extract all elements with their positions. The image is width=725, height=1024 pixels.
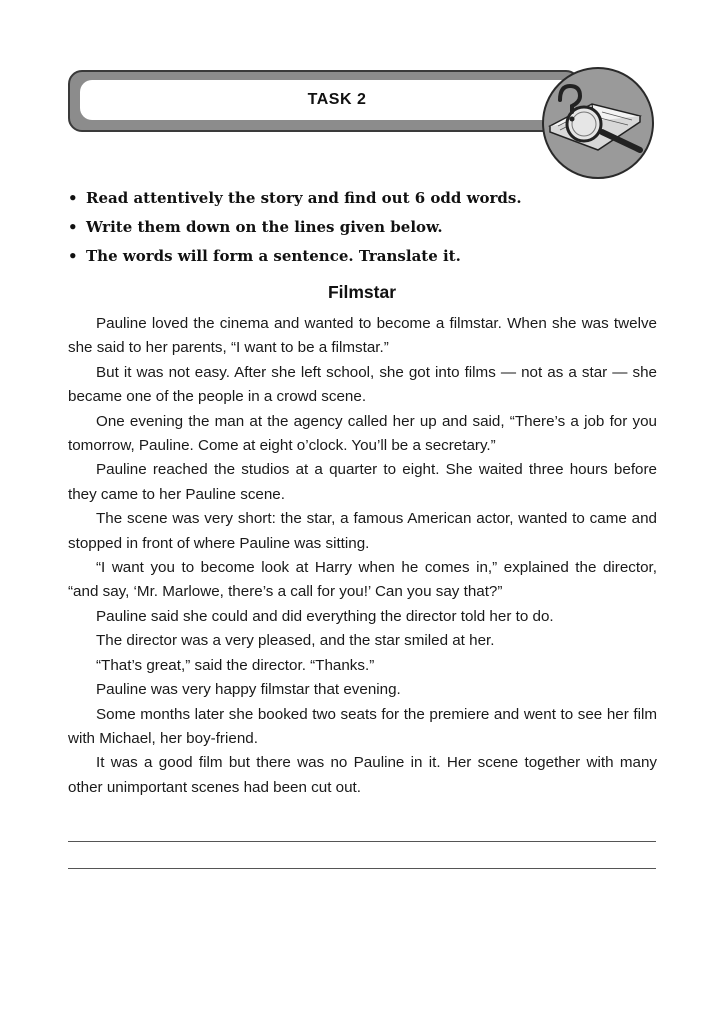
instruction-item: • Read attentively the story and find out 6 odd words. — [68, 189, 522, 207]
book-magnifier-icon — [540, 66, 656, 180]
task-title: TASK 2 — [307, 91, 367, 108]
instruction-item: • Write them down on the lines given below. — [68, 218, 443, 236]
answer-line[interactable] — [68, 868, 656, 869]
story-paragraph: “I want you to become look at Harry when he comes in,” explained the director, “and say, ‘Mr. Marlowe, there’s a call for you!’ Can you say that?” — [68, 559, 657, 601]
task-banner-inner — [80, 80, 572, 120]
story-paragraph: Pauline was very happy filmstar that evening. — [96, 681, 401, 699]
story-paragraph: The director was a very pleased, and the star smiled at her. — [96, 632, 495, 650]
story-paragraph: The scene was very short: the star, a famous American actor, wanted to came and stopped in front of where Pauline was sitting. — [68, 510, 657, 552]
story-paragraph: Some months later she booked two seats for the premiere and went to see her film with Michael, her boy-friend. — [68, 705, 657, 747]
task-banner — [68, 70, 580, 132]
story-paragraph: Pauline reached the studios at a quarter to eight. She waited three hours before they came to her Pauline scene. — [68, 461, 657, 503]
story-paragraph: “That’s great,” said the director. “Thanks.” — [96, 656, 375, 674]
story-text — [68, 312, 657, 800]
story-title: Filmstar — [327, 282, 397, 302]
instruction-item: • The words will form a sentence. Translate it. — [68, 247, 461, 265]
instruction-list — [68, 186, 668, 273]
story-paragraph: But it was not easy. After she left school, she got into films — not as a star — she became one of the people in a crowd scene. — [68, 363, 657, 406]
story-paragraph: Pauline said she could and did everything the director told her to do. — [96, 607, 554, 625]
story-paragraph: Pauline loved the cinema and wanted to become a filmstar. When she was twelve she said to her parents, “I want to be a filmstar.” — [68, 315, 657, 357]
story-paragraph: One evening the man at the agency called her up and said, “There’s a job for you tomorrow, Pauline. Come at eight o’clock. You’ll be a secretary.” — [68, 412, 657, 455]
answer-line[interactable] — [68, 841, 656, 842]
story-paragraph: It was a good film but there was no Pauline in it. Her scene together with many other unimportant scenes had been cut out. — [68, 754, 657, 796]
